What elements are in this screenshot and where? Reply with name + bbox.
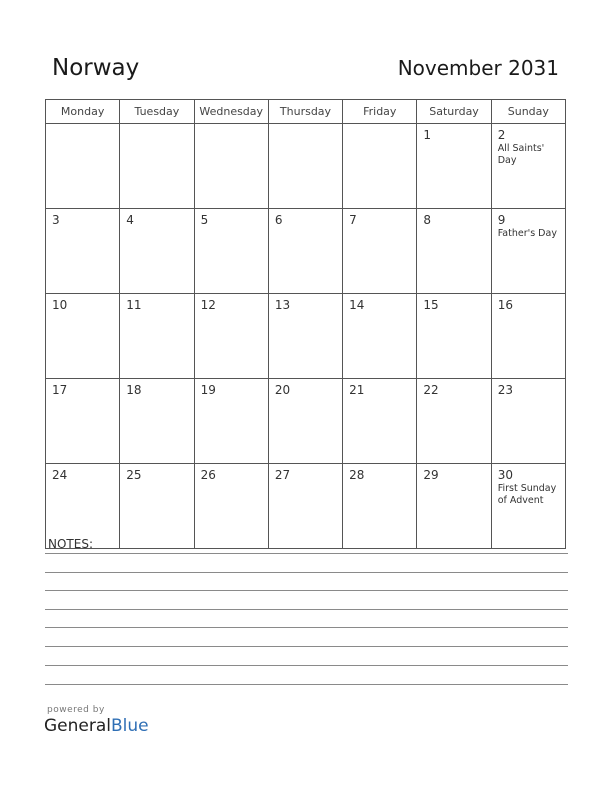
day-cell	[268, 294, 342, 379]
powered-by-text: powered by	[47, 705, 105, 715]
weekday-header: Wednesday	[194, 100, 268, 124]
day-cell	[194, 379, 268, 464]
day-number: 6	[274, 213, 283, 227]
day-cell	[343, 464, 417, 549]
day-number: 27	[274, 468, 291, 482]
note-line	[45, 590, 568, 591]
day-number: 14	[349, 298, 365, 312]
day-cell	[120, 294, 194, 379]
day-number: 24	[52, 468, 68, 482]
week-row	[46, 379, 566, 464]
week-row	[46, 294, 566, 379]
day-cell	[417, 209, 491, 294]
day-number: 3	[52, 213, 60, 227]
day-cell	[194, 124, 268, 209]
generalblue-logo	[44, 716, 149, 736]
weekday-header: Saturday	[417, 100, 491, 124]
calendar-grid	[45, 99, 566, 549]
day-cell	[417, 464, 491, 549]
day-cell	[417, 379, 491, 464]
day-cell	[46, 464, 120, 549]
day-cell	[120, 379, 194, 464]
week-row	[46, 124, 566, 209]
day-number: 1	[423, 128, 432, 142]
day-number: 9	[497, 213, 506, 227]
day-cell	[491, 294, 565, 379]
day-number: 21	[349, 383, 365, 397]
note-line	[45, 553, 568, 554]
day-cell	[120, 124, 194, 209]
day-number: 19	[200, 383, 216, 397]
month-title: November 2031	[397, 56, 559, 80]
day-cell	[194, 464, 268, 549]
note-line	[45, 665, 568, 666]
weekday-header: Thursday	[268, 100, 342, 124]
day-number: 29	[423, 468, 439, 482]
day-number: 5	[200, 213, 209, 227]
day-number: 2	[497, 128, 506, 142]
holiday-label: All Saints' Day	[497, 143, 545, 166]
calendar-body	[46, 124, 566, 549]
day-number: 12	[200, 298, 216, 312]
day-cell	[417, 124, 491, 209]
day-number: 30	[497, 468, 513, 482]
day-number: 11	[126, 298, 142, 312]
note-line	[45, 627, 568, 628]
day-cell	[268, 379, 342, 464]
brand-blue: Blue	[111, 716, 149, 736]
day-cell	[268, 124, 342, 209]
day-cell	[343, 124, 417, 209]
holiday-label: First Sunday of Advent	[497, 483, 557, 506]
day-cell	[343, 379, 417, 464]
day-number: 13	[274, 298, 291, 312]
note-line	[45, 572, 568, 573]
day-number: 8	[423, 213, 432, 227]
day-number: 25	[126, 468, 142, 482]
day-number: 10	[52, 298, 68, 312]
day-cell	[46, 124, 120, 209]
week-row	[46, 209, 566, 294]
day-number: 16	[497, 298, 513, 312]
weekday-header: Monday	[46, 100, 120, 124]
day-cell	[491, 124, 565, 209]
day-cell	[268, 464, 342, 549]
day-number: 20	[274, 383, 291, 397]
day-cell	[46, 379, 120, 464]
day-number: 26	[200, 468, 216, 482]
day-number: 23	[497, 383, 513, 397]
notes-label: NOTES:	[48, 537, 93, 551]
day-cell	[343, 209, 417, 294]
day-number: 28	[349, 468, 365, 482]
day-cell	[491, 379, 565, 464]
note-line	[45, 646, 568, 647]
day-cell	[46, 209, 120, 294]
day-cell	[46, 294, 120, 379]
day-number: 15	[423, 298, 439, 312]
holiday-label: Father's Day	[497, 228, 557, 239]
note-line	[45, 684, 568, 685]
day-cell	[491, 209, 565, 294]
day-number: 18	[126, 383, 142, 397]
day-cell	[120, 209, 194, 294]
day-cell	[417, 294, 491, 379]
country-title: Norway	[52, 55, 140, 81]
day-cell	[343, 294, 417, 379]
day-number: 7	[349, 213, 357, 227]
week-row	[46, 464, 566, 549]
weekday-header: Tuesday	[120, 100, 194, 124]
day-cell	[120, 464, 194, 549]
day-cell	[491, 464, 565, 549]
day-cell	[194, 209, 268, 294]
weekday-header: Friday	[343, 100, 417, 124]
day-cell	[194, 294, 268, 379]
day-cell	[268, 209, 342, 294]
day-number: 4	[126, 213, 134, 227]
weekday-header: Sunday	[491, 100, 565, 124]
day-number: 17	[52, 383, 68, 397]
note-line	[45, 609, 568, 610]
brand-general: General	[44, 716, 111, 736]
day-number: 22	[423, 383, 439, 397]
weekday-header-row	[46, 100, 566, 124]
